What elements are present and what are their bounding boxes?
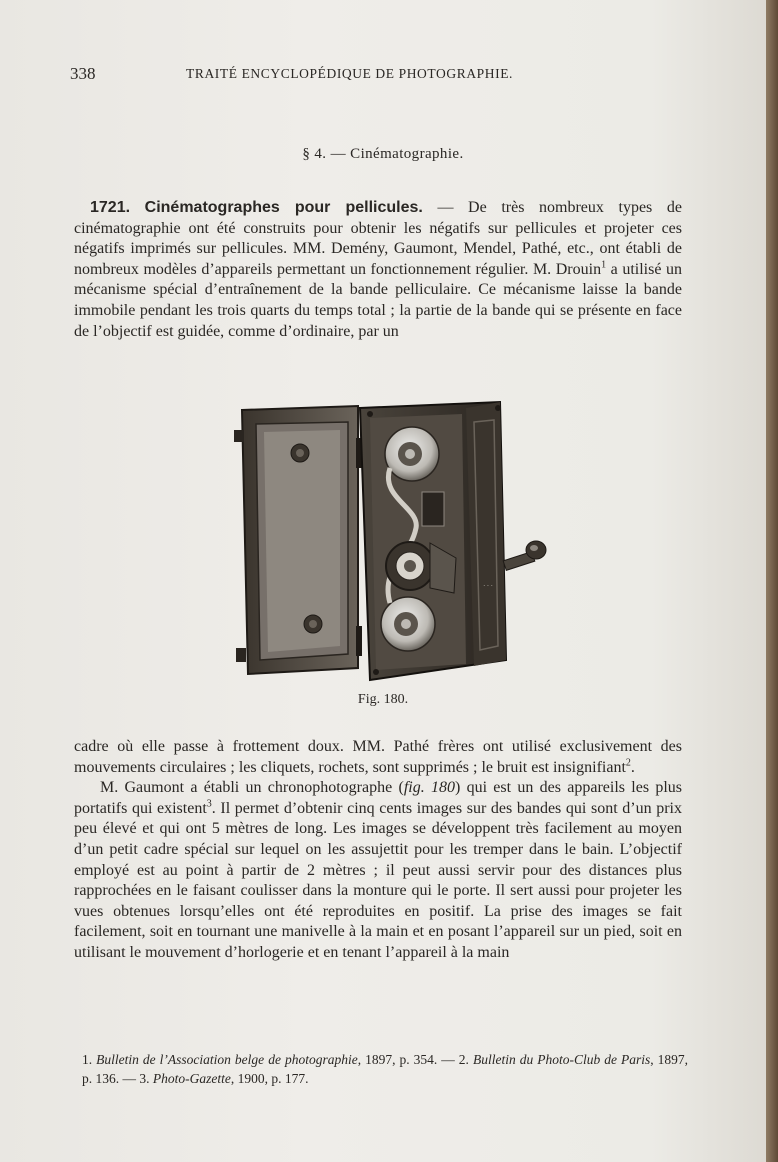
footnote-number: 1.: [82, 1052, 97, 1067]
footnote-ref-1: 1: [601, 259, 607, 271]
footnote-source: Photo-Gazette: [152, 1071, 231, 1086]
paragraph-text: . Il permet d’obtenir cinq cents images sur des bandes qui sont d’un prix peu élevé et qui ont 5 mètres de long. Les images se développent très facilement au moyen d’un petit cadre spécial sur lequel on les assujettit pour les tremper dans le bain. L’objectif employé est au point à partir de 2 mètres ; il peut aussi servir pour des distances plus rapprochées en le faisant coulisser dans la monture qui le porte. Il sert aussi pour projeter les vues obtenues lorsqu’elles ont été reproduites en positif. La prise des images se fait facilement, soit en tournant une manivelle à la main et en posant l’appareil sur un pied, soit en utilisant le mouvement d’horlogerie et en tenant l’appareil à la main: [74, 799, 682, 961]
running-title: TRAITÉ ENCYCLOPÉDIQUE DE PHOTOGRAPHIE.: [186, 66, 514, 81]
paragraph-heading: Cinématographes pour pellicules.: [144, 199, 423, 216]
footnote-source: Bulletin de l’Association belge de photographie: [96, 1052, 358, 1067]
paragraph-gaumont: [74, 778, 682, 963]
paragraph-number: 1721.: [90, 199, 131, 216]
book-spine-edge: [766, 0, 778, 1162]
svg-text:· · ·: · · ·: [483, 583, 493, 590]
footnote-text: , 1897, p. 354. —: [357, 1052, 459, 1067]
footnote-ref-3: 3: [206, 798, 212, 810]
figure-180-chronophotograph: [230, 398, 550, 688]
footnote-number: 3.: [139, 1071, 153, 1086]
footnote-ref-2: 2: [625, 757, 631, 769]
section-title: § 4. — Cinématographie.: [302, 146, 464, 162]
paragraph-text: M. Gaumont a établi un chronophotographe (: [100, 779, 404, 797]
paragraph-text: a utilisé un mécanisme spécial d’entraînement de la bande pelliculaire. Ce mécanisme laisse la bande immobile pendant les trois quarts du temps total ; la partie de la bande qui se présente en face de l’objectif est guidée, comme d’ordinaire, par un: [74, 260, 682, 340]
body-text-continued: [74, 737, 682, 964]
paragraph-text: cadre où elle passe à frottement doux. MM. Pathé frères ont utilisé exclusivement des mouvements circulaires ; les cliquets, rochets, sont supprimés ; le bruit est insignifiant: [74, 738, 682, 776]
figure-reference: fig. 180: [403, 779, 455, 797]
figure-caption: Fig. 180.: [357, 692, 409, 707]
footnotes: [82, 1050, 688, 1088]
paragraph-text: ) qui est un des appareils les plus portatifs qui existent: [74, 779, 682, 817]
footnote-number: 2.: [458, 1052, 473, 1067]
running-head: [70, 64, 690, 86]
paragraph-continuation: [74, 737, 682, 778]
footnote-source: Bulletin du Photo-Club de Paris: [472, 1052, 651, 1067]
paragraph-text: .: [630, 758, 635, 776]
footnote-text: , 1897, p. 136. —: [82, 1052, 689, 1086]
paragraph-1721: [74, 198, 682, 342]
paragraph-text: — De très nombreux types de cinématographie ont été construits pour obtenir les négatifs sur pellicules et projeter ces négatifs imprimés sur pellicules. MM. Demény, Gaumont, Mendel, Pathé, etc., ont établi de nombreux modèles d’appareils permettant un fonctionnement régulier. M. Drouin: [74, 199, 682, 278]
page-number: 338: [70, 64, 96, 83]
footnote-text: , 1900, p. 177.: [230, 1071, 309, 1086]
